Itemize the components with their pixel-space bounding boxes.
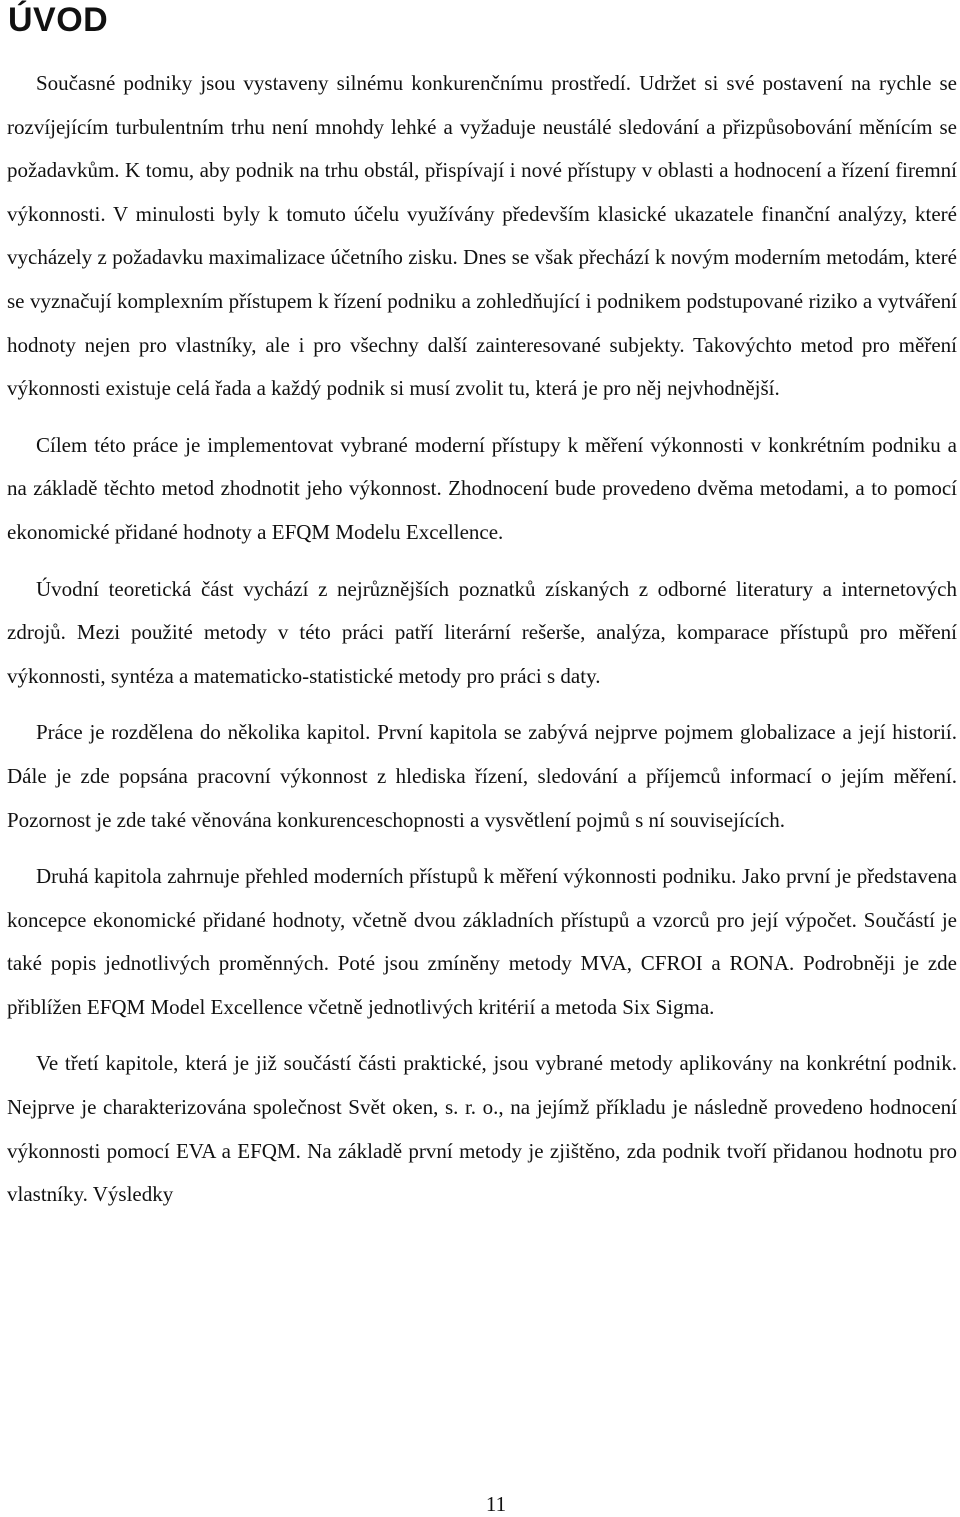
paragraph-goal: Cílem této práce je implementovat vybrané moderní přístupy k měření výkonnosti v konkrétním podniku a na základě těchto metod zhodnotit jeho výkonnost. Zhodnocení bude provedeno dvěma metodami, a to pomocí ekonomické přidané hodnoty a EFQM Modelu Excellence. bbox=[7, 432, 957, 544]
paragraph-methods: Úvodní teoretická část vychází z nejrůznějších poznatků získaných z odborné literatury a internetových zdrojů. Mezi použité metody v této práci patří literární rešerše, analýza, komparace přístupů pro měření výkonnosti, syntéza a matematicko-statistické metody pro práci s daty. bbox=[7, 576, 957, 688]
paragraph-chapter-one: Práce je rozdělena do několika kapitol. První kapitola se zabývá nejprve pojmem globalizace a její historií. Dále je zde popsána pracovní výkonnost z hlediska řízení, sledování a příjemců informací o jejím měření. Pozornost je zde také věnována konkurenceschopnosti a vysvětlení pojmů s ní souvisejících. bbox=[7, 720, 957, 832]
paragraph-intro: Současné podniky jsou vystaveny silnému konkurenčnímu prostředí. Udržet si své postavení na rychle se rozvíjejícím turbulentním trhu není mnohdy lehké a vyžaduje neustálé sledování a přizpůsobování měnícím se požadavkům. K tomu, aby podnik na trhu obstál, přispívají i nové přístupy v oblasti a hodnocení a řízení firemní výkonnosti. V minulosti byly k tomuto účelu využívány především klasické ukazatele finanční analýzy, které vycházely z požadavku maximalizace účetního zisku. Dnes se však přechází k novým moderním metodám, které se vyznačují komplexním přístupem k řízení podniku a zohledňující i podnikem podstupované riziko a vytváření hodnoty nejen pro vlastníky, ale i pro všechny další zainteresované subjekty. Takovýchto metod pro měření výkonnosti existuje celá řada a každý podnik si musí zvolit tu, která je pro něj nejvhodnější. bbox=[7, 71, 957, 401]
paragraph-chapter-two: Druhá kapitola zahrnuje přehled moderních přístupů k měření výkonnosti podniku. Jako první je představena koncepce ekonomické přidané hodnoty, včetně dvou základních přístupů a vzorců pro její výpočet. Součástí je také popis jednotlivých proměnných. Poté jsou zmíněny metody MVA, CFROI a RONA. Podrobněji je zde přiblížen EFQM Model Excellence včetně jednotlivých kritérií a metoda Six Sigma. bbox=[7, 864, 957, 1019]
page-number: 11 bbox=[485, 1492, 507, 1516]
chapter-heading: ÚVOD bbox=[8, 1, 109, 39]
paragraph-chapter-three: Ve třetí kapitole, která je již součástí části praktické, jsou vybrané metody aplikovány na konkrétní podnik. Nejprve je charakterizována společnost Svět oken, s. r. o., na jejímž příkladu je následně provedeno hodnocení výkonnosti pomocí EVA a EFQM. Na základě první metody je zjištěno, zda podnik tvoří přidanou hodnotu pro vlastníky. Výsledky bbox=[7, 1051, 957, 1207]
body-text bbox=[7, 62, 957, 1230]
